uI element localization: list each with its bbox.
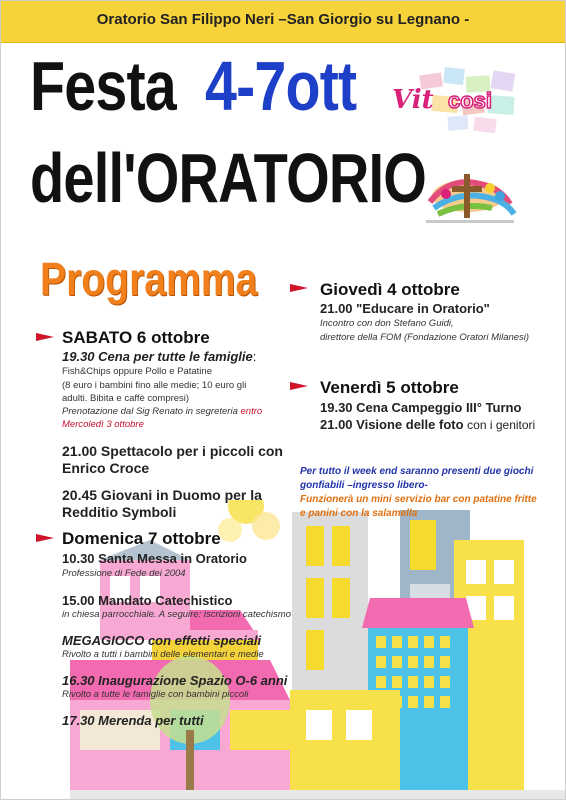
logo-script: Vit (392, 85, 434, 115)
vitcosi-logo (392, 62, 542, 142)
sabato-giovani-2: Redditio Symboli (62, 504, 177, 520)
arrow-icon (36, 333, 54, 341)
title-oratorio: dell'ORATORIO (30, 139, 426, 217)
domenica-megagioco: MEGAGIOCO con effetti speciali (62, 633, 262, 648)
title-dates: 4-7ott (205, 47, 357, 125)
day-venerdi: Venerdì 5 ottobre (320, 378, 459, 397)
giovedi-event-title: 21.00 "Educare in Oratorio" (320, 301, 490, 316)
arrow-icon (36, 534, 54, 542)
sabato-deadline: Mercoledì 3 ottobre (62, 419, 144, 430)
sabato-spettacolo-2: Enrico Croce (62, 460, 150, 476)
bar-note-1: Funzionerà un mini servizio bar con patatine fritte (300, 494, 537, 505)
bar-note-2: e panini con la salamella (300, 508, 418, 519)
sabato-giovani-1: 20.45 Giovani in Duomo per la (62, 487, 262, 503)
sabato-cena-line-2: (8 euro i bambini fino alle medie; 10 euro gli (62, 380, 247, 391)
day-domenica: Domenica 7 ottobre (62, 529, 221, 548)
sabato-cena-line-1: Fish&Chips oppure Pollo e Patatine (62, 366, 212, 377)
banner-title: Oratorio San Filippo Neri –San Giorgio su Legnano - (96, 11, 470, 28)
domenica-messa: 10.30 Santa Messa in Oratorio (62, 551, 247, 566)
giovedi-note-2: direttore della FOM (Fondazione Oratori Milanesi) (320, 332, 530, 343)
day-sabato: SABATO 6 ottobre (62, 328, 210, 347)
title-festa: Festa (30, 47, 176, 125)
sabato-spettacolo-1: 21.00 Spettacolo per i piccoli con (62, 443, 283, 459)
sabato-cena-line-3: adulti. Bibita e caffè compresi) (62, 393, 190, 404)
sabato-event-cena: 19.30 Cena per tutte le famiglie: (62, 349, 257, 364)
domenica-megagioco-note: Rivolto a tutti i bambini delle elementari e medie (62, 649, 264, 660)
logo-word: cosi (448, 88, 493, 113)
weekend-note-2: gonfiabili –ingresso libero- (300, 480, 428, 491)
arrow-icon (290, 284, 308, 292)
fom-emblem (420, 168, 520, 234)
arrow-icon (290, 382, 308, 390)
domenica-inaugurazione-note: Rivolto a tutte le famiglie con bambini piccoli (62, 689, 249, 700)
domenica-mandato: 15.00 Mandato Catechistico (62, 593, 233, 608)
day-giovedi: Giovedì 4 ottobre (320, 280, 460, 299)
domenica-merenda: 17.30 Merenda per tutti (62, 713, 204, 728)
programma-label: Programma (40, 253, 258, 305)
domenica-mandato-note: in chiesa parrocchiale. A seguire: iscrizioni catechismo (62, 609, 291, 620)
domenica-messa-note: Professione di Fede dei 2004 (62, 568, 186, 579)
venerdi-event-2: 21.00 Visione delle foto con i genitori (320, 417, 536, 432)
sabato-prenotazione: Prenotazione dal Sig Renato in segreteria entro (62, 406, 263, 417)
domenica-inaugurazione: 16.30 Inaugurazione Spazio O-6 anni (62, 673, 288, 688)
venerdi-event-1: 19.30 Cena Campeggio III° Turno (320, 400, 522, 415)
giovedi-note-1: Incontro con don Stefano Guidi, (320, 318, 454, 329)
weekend-note-1: Per tutto il week end saranno presenti due giochi (300, 466, 534, 477)
